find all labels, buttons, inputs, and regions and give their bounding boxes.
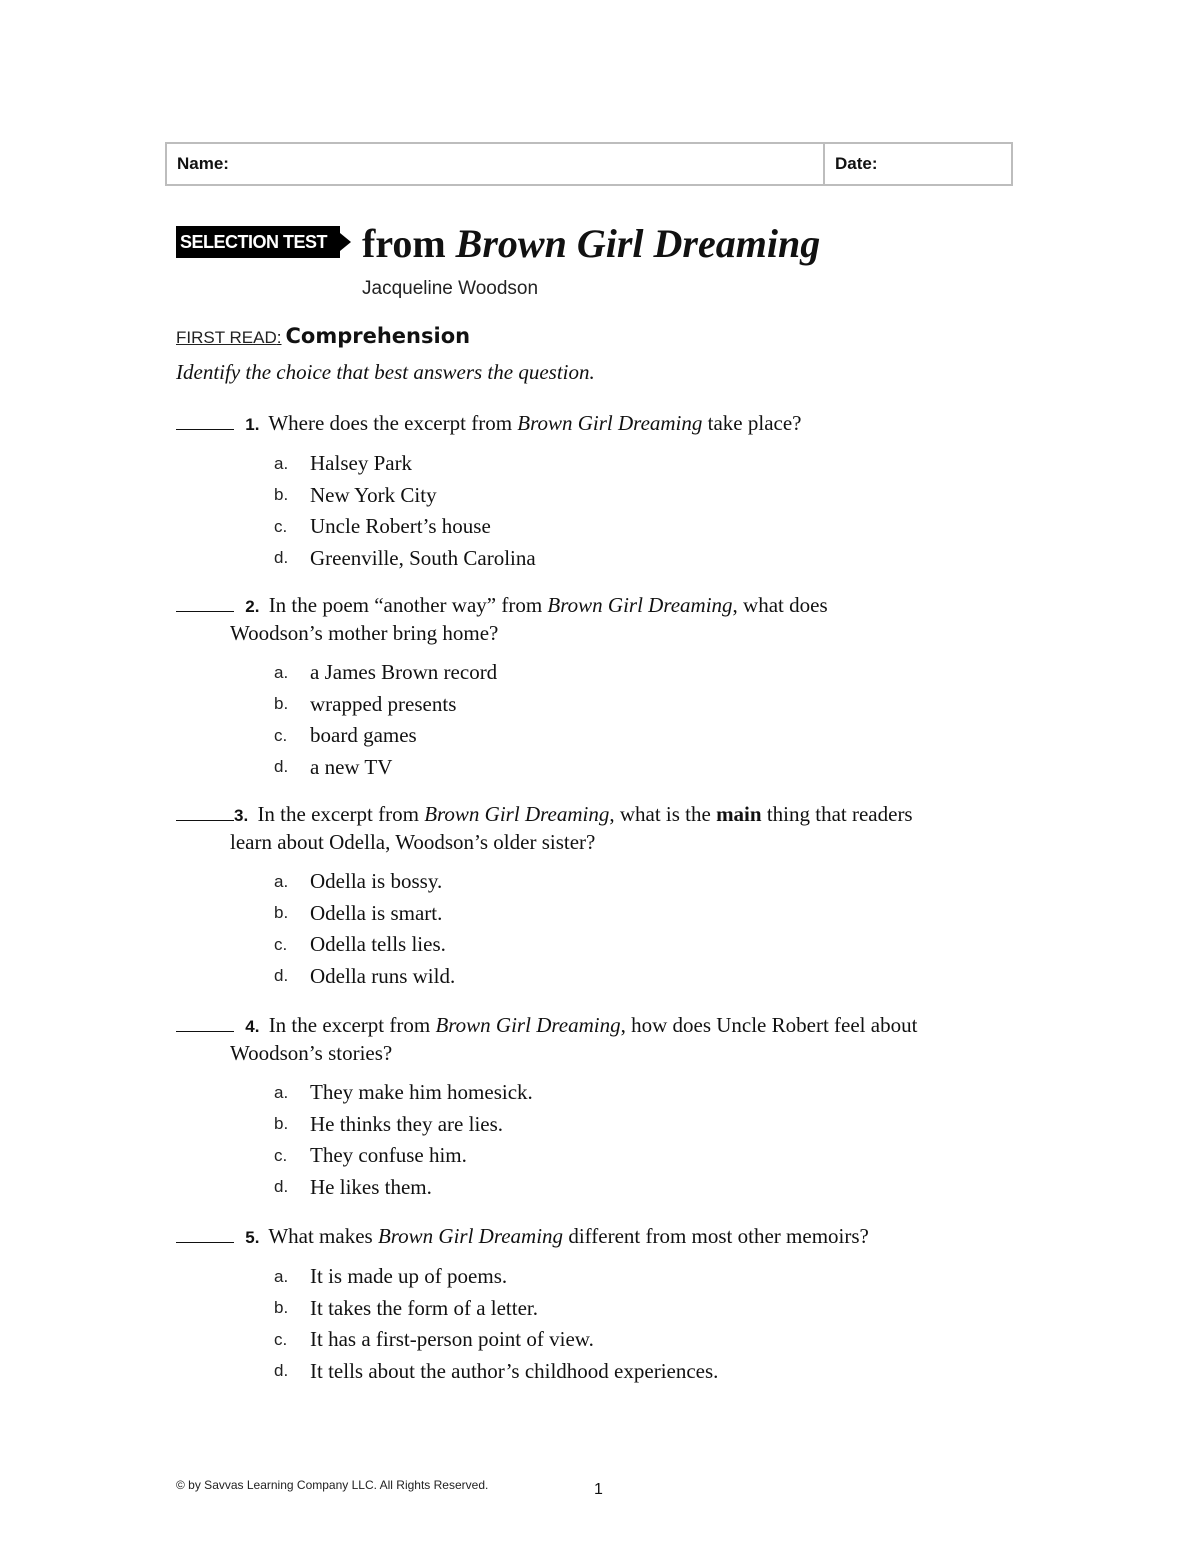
title-prefix: from <box>362 221 456 266</box>
option-d[interactable] <box>176 543 1006 575</box>
option-d[interactable] <box>176 961 1006 993</box>
option-letter: d. <box>274 1177 289 1197</box>
question-stem <box>176 1012 1006 1040</box>
stem-continuation: Woodson’s mother bring home? <box>230 621 499 645</box>
stem-text: , what is the <box>609 802 717 826</box>
option-letter: c. <box>274 934 288 954</box>
option-letter: d. <box>274 1361 289 1381</box>
option-c[interactable] <box>176 720 1006 752</box>
option-letter: d. <box>274 966 289 986</box>
name-date-table <box>165 142 1013 186</box>
badge-arrow-icon <box>340 233 351 251</box>
option-a[interactable] <box>176 657 1006 689</box>
question-2 <box>176 592 1006 783</box>
option-a[interactable] <box>176 866 1006 898</box>
question-5 <box>176 1223 1006 1387</box>
section-label-colon: : <box>276 328 282 347</box>
badge-label: SELECTION TEST <box>180 231 328 252</box>
question-stem <box>176 592 1006 620</box>
page-number: 1 <box>594 1481 603 1498</box>
stem-text: thing that readers <box>761 802 913 826</box>
option-text: Greenville, South Carolina <box>310 545 536 570</box>
option-letter: a. <box>274 1266 289 1286</box>
date-label: Date: <box>835 154 878 173</box>
stem-text: take place? <box>702 411 802 435</box>
option-letter: a. <box>274 662 289 682</box>
answer-blank[interactable] <box>176 1224 234 1243</box>
stem-text: In the excerpt from <box>257 802 425 826</box>
option-text: Halsey Park <box>310 451 413 476</box>
question-stem <box>176 801 1006 829</box>
name-label: Name: <box>177 154 229 173</box>
option-list <box>176 448 1006 574</box>
option-text: It is made up of poems. <box>310 1264 508 1289</box>
option-letter: d. <box>274 548 289 568</box>
option-b[interactable] <box>176 1293 1006 1325</box>
option-letter: a. <box>274 1082 289 1102</box>
section-title: Comprehension <box>285 324 471 348</box>
stem-text: , what does <box>732 593 828 617</box>
option-text: It takes the form of a letter. <box>310 1295 538 1320</box>
option-letter: b. <box>274 485 289 505</box>
option-letter: a. <box>274 871 289 891</box>
stem-title: Brown Girl Dreaming <box>435 1013 621 1037</box>
author-name: Jacqueline Woodson <box>362 278 539 299</box>
option-text: He thinks they are lies. <box>310 1111 504 1136</box>
option-text: He likes them. <box>310 1174 432 1199</box>
copyright-footer: © by Savvas Learning Company LLC. All Rights Reserved. <box>176 1478 489 1492</box>
question-number: 2. <box>245 597 260 616</box>
option-letter: c. <box>274 725 288 745</box>
stem-text: In the excerpt from <box>268 1013 436 1037</box>
option-text: a new TV <box>310 754 393 779</box>
option-c[interactable] <box>176 511 1006 543</box>
option-text: They make him homesick. <box>310 1080 533 1105</box>
option-text: a James Brown record <box>310 660 498 685</box>
option-c[interactable] <box>176 929 1006 961</box>
stem-continuation: learn about Odella, Woodson’s older sister? <box>230 830 596 854</box>
option-d[interactable] <box>176 1356 1006 1388</box>
option-text: New York City <box>310 482 437 507</box>
option-a[interactable] <box>176 1261 1006 1293</box>
answer-blank[interactable] <box>176 411 234 430</box>
answer-blank[interactable] <box>176 802 234 821</box>
section-heading <box>176 324 470 348</box>
stem-text: In the poem “another way” from <box>268 593 548 617</box>
stem-text: , how does Uncle Robert feel about <box>620 1013 918 1037</box>
option-text: board games <box>310 723 417 748</box>
option-list <box>176 866 1006 992</box>
question-stem <box>176 410 1006 438</box>
section-label: FIRST READ <box>176 328 277 347</box>
option-letter: b. <box>274 903 289 923</box>
question-number: 3. <box>234 806 249 825</box>
date-field[interactable] <box>825 144 1011 184</box>
option-letter: a. <box>274 453 289 473</box>
option-list <box>176 657 1006 783</box>
option-text: It has a first-person point of view. <box>310 1327 594 1352</box>
option-letter: b. <box>274 694 289 714</box>
stem-text: different from most other memoirs? <box>563 1224 869 1248</box>
option-text: Uncle Robert’s house <box>310 514 491 539</box>
option-letter: b. <box>274 1298 289 1318</box>
option-d[interactable] <box>176 752 1006 784</box>
option-c[interactable] <box>176 1324 1006 1356</box>
question-4 <box>176 1012 1006 1203</box>
option-letter: b. <box>274 1114 289 1134</box>
option-letter: c. <box>274 1329 288 1349</box>
option-c[interactable] <box>176 1140 1006 1172</box>
stem-title: Brown Girl Dreaming <box>547 593 733 617</box>
option-list <box>176 1261 1006 1387</box>
option-b[interactable] <box>176 480 1006 512</box>
stem-title: Brown Girl Dreaming <box>377 1224 564 1248</box>
option-text: Odella is bossy. <box>310 869 443 894</box>
option-text: wrapped presents <box>310 691 457 716</box>
option-letter: c. <box>274 516 288 536</box>
option-list <box>176 1077 1006 1203</box>
answer-blank[interactable] <box>176 1013 234 1032</box>
option-a[interactable] <box>176 1077 1006 1109</box>
stem-title: Brown Girl Dreaming <box>517 411 703 435</box>
question-number: 5. <box>245 1228 260 1247</box>
option-text: Odella is smart. <box>310 900 443 925</box>
question-stem <box>176 1223 1006 1251</box>
question-1 <box>176 410 1006 574</box>
stem-text: Where does the excerpt from <box>268 411 518 435</box>
option-text: It tells about the author’s childhood experiences. <box>310 1358 719 1383</box>
stem-emphasis: main <box>716 802 762 826</box>
option-text: Odella runs wild. <box>310 963 456 988</box>
option-text: Odella tells lies. <box>310 932 446 957</box>
question-3 <box>176 801 1006 992</box>
option-b[interactable] <box>176 898 1006 930</box>
option-b[interactable] <box>176 689 1006 721</box>
option-text: They confuse him. <box>310 1143 467 1168</box>
question-number: 4. <box>245 1017 260 1036</box>
option-letter: c. <box>274 1145 288 1165</box>
option-d[interactable] <box>176 1172 1006 1204</box>
page-title <box>362 220 820 267</box>
stem-text: What makes <box>268 1224 378 1248</box>
selection-test-badge <box>176 226 340 258</box>
answer-blank[interactable] <box>176 593 234 612</box>
question-number: 1. <box>245 415 260 434</box>
name-field[interactable] <box>167 144 825 184</box>
title-work: Brown Girl Dreaming <box>455 221 821 266</box>
option-a[interactable] <box>176 448 1006 480</box>
stem-continuation: Woodson’s stories? <box>230 1041 393 1065</box>
option-letter: d. <box>274 757 289 777</box>
stem-title: Brown Girl Dreaming <box>424 802 610 826</box>
option-b[interactable] <box>176 1109 1006 1141</box>
instructions: Identify the choice that best answers the question. <box>176 360 595 384</box>
